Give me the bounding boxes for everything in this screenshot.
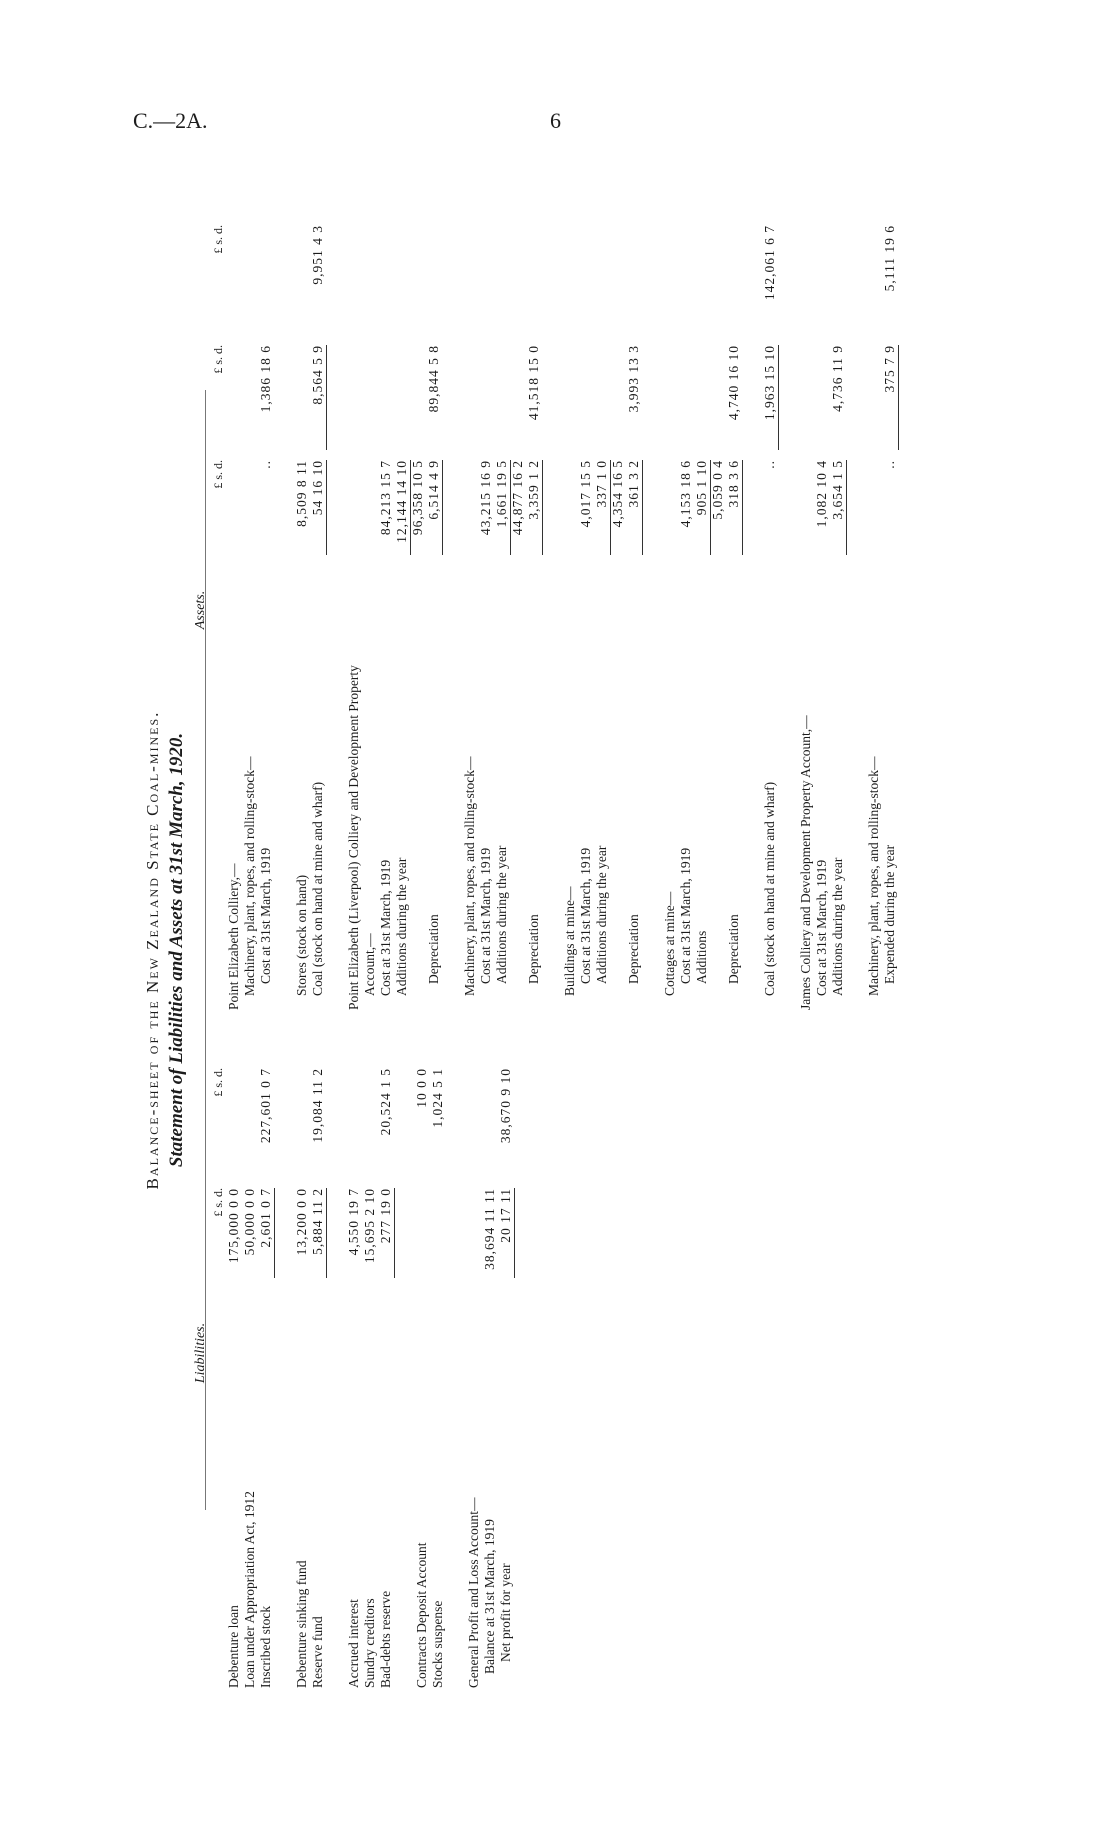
- assets-section: [192, 210, 898, 1010]
- asset-amount-detail: 1,082 10 4: [814, 460, 829, 528]
- liability-amount-detail: 13,200 0 0: [294, 1188, 309, 1256]
- balance-sheet-title: Balance-sheet of the New Zealand State Coal-mines.: [143, 710, 162, 1190]
- asset-label: Machinery, plant, ropes, and rolling-stock—: [242, 756, 257, 996]
- liability-amount-total: 10 0 0: [414, 1068, 429, 1108]
- liability-amount-total: 227,601 0 7: [258, 1068, 273, 1144]
- liability-label: General Profit and Loss Account—: [466, 1497, 481, 1688]
- liability-row: [498, 1018, 514, 1688]
- liability-amount-detail: 2,601 0 7: [258, 1188, 275, 1278]
- asset-row: [814, 210, 830, 1010]
- asset-row: [310, 210, 326, 1010]
- asset-row: [662, 210, 678, 1010]
- liability-label: Balance at 31st March, 1919: [482, 1519, 497, 1674]
- liability-label: Net profit for year: [498, 1563, 513, 1662]
- asset-row: [462, 210, 478, 1010]
- assets-unit-col3: £ s. d.: [211, 225, 225, 254]
- asset-label: Additions during the year: [594, 845, 609, 984]
- asset-label: Cost at 31st March, 1919: [678, 847, 693, 984]
- liability-row: [362, 1018, 378, 1688]
- asset-label: Expended during the year: [882, 844, 897, 984]
- asset-label: Point Elizabeth Colliery,—: [226, 863, 241, 1010]
- asset-label: Depreciation: [626, 914, 641, 984]
- asset-amount-total: 142,061 6 7: [762, 225, 777, 301]
- liability-label: Stocks suspense: [430, 1600, 445, 1688]
- asset-label: Cottages at mine—: [662, 891, 677, 996]
- liability-amount-total: 38,670 9 10: [498, 1068, 513, 1144]
- asset-amount-total: 5,111 19 6: [882, 225, 897, 292]
- liability-amount-detail: 38,694 11 11: [482, 1188, 497, 1270]
- asset-row: [526, 210, 542, 1010]
- asset-amount-detail: ..: [882, 460, 897, 469]
- asset-label: Buildings at mine—: [562, 886, 577, 996]
- liability-amount-total: 1,024 5 1: [430, 1068, 445, 1128]
- asset-row: [410, 210, 426, 1010]
- asset-amount-detail: 905 1 10: [694, 460, 711, 555]
- liability-label: Reserve fund: [310, 1616, 325, 1688]
- asset-label: Cost at 31st March, 1919: [478, 847, 493, 984]
- liability-row: [430, 1018, 446, 1688]
- asset-row: [494, 210, 510, 1010]
- asset-row: [478, 210, 494, 1010]
- asset-amount-detail: 1,661 19 5: [494, 460, 511, 555]
- liability-row: [466, 1018, 482, 1688]
- asset-row: [426, 210, 442, 1010]
- liabilities-unit-col1: £ s. d.: [211, 1188, 225, 1217]
- asset-amount-detail: 318 3 6: [726, 460, 743, 555]
- asset-amount-detail: 3,654 1 5: [830, 460, 847, 555]
- liability-row: [258, 1018, 274, 1688]
- liability-amount-detail: 277 19 0: [378, 1188, 395, 1278]
- asset-row: [594, 210, 610, 1010]
- asset-amount-detail: 84,213 15 7: [378, 460, 393, 536]
- liabilities-heading: Liabilities.: [193, 1322, 208, 1384]
- asset-row: [830, 210, 846, 1010]
- asset-amount-subtotal: 4,736 11 9: [830, 345, 845, 412]
- asset-amount-subtotal: 41,518 15 0: [526, 345, 541, 421]
- asset-amount-detail: 337 1 0: [594, 460, 611, 555]
- liability-label: Bad-debts reserve: [378, 1590, 393, 1688]
- liability-row: [482, 1018, 498, 1688]
- asset-label: Additions during the year: [830, 857, 845, 996]
- asset-amount-detail: 54 16 10: [310, 460, 327, 555]
- assets-unit-col1: £ s. d.: [211, 460, 225, 489]
- asset-amount-detail: 361 3 2: [626, 460, 643, 555]
- assets-heading: Assets.: [193, 590, 208, 630]
- asset-row: [626, 210, 642, 1010]
- asset-amount-total: 9,951 4 3: [310, 225, 325, 285]
- document-reference: C.—2A.: [133, 108, 208, 133]
- page-number: 6: [550, 108, 561, 133]
- asset-label: Cost at 31st March, 1919: [258, 847, 273, 984]
- liability-row: [226, 1018, 242, 1688]
- liability-label: Debenture loan: [226, 1605, 241, 1688]
- liability-label: Contracts Deposit Account: [414, 1542, 429, 1688]
- asset-amount-detail: 8,509 8 11: [294, 460, 309, 527]
- asset-label: Stores (stock on hand): [294, 874, 309, 996]
- asset-row: [694, 210, 710, 1010]
- asset-amount-subtotal: 4,740 16 10: [726, 345, 741, 421]
- asset-label: Coal (stock on hand at mine and wharf): [310, 781, 325, 996]
- liability-row: [346, 1018, 362, 1688]
- asset-amount-detail: ..: [258, 460, 273, 469]
- liability-label: Loan under Appropriation Act, 1912: [242, 1491, 257, 1688]
- asset-amount-subtotal: 89,844 5 8: [426, 345, 441, 413]
- assets-units-row: [210, 210, 226, 1010]
- asset-row: [866, 210, 882, 1010]
- asset-label: Point Elizabeth (Liverpool) Colliery and Development Property: [346, 665, 361, 1010]
- asset-row: [242, 210, 258, 1010]
- asset-amount-detail: 3,359 1 2: [526, 460, 543, 555]
- asset-label: Additions during the year: [494, 845, 509, 984]
- asset-label: Depreciation: [526, 914, 541, 984]
- asset-amount-detail: 44,877 16 2: [510, 460, 525, 536]
- asset-row: [362, 210, 378, 1010]
- asset-row: [562, 210, 578, 1010]
- asset-row: [710, 210, 726, 1010]
- liability-row: [242, 1018, 258, 1688]
- asset-label: Coal (stock on hand at mine and wharf): [762, 781, 777, 996]
- asset-row: [882, 210, 898, 1010]
- liability-row: [294, 1018, 310, 1688]
- asset-row: [510, 210, 526, 1010]
- asset-amount-detail: 96,358 10 5: [410, 460, 425, 536]
- asset-amount-detail: 4,017 15 5: [578, 460, 593, 528]
- rotated-balance-sheet: [0, 200, 1114, 1700]
- asset-amount-detail: 4,354 16 5: [610, 460, 625, 528]
- asset-amount-detail: 12,144 14 10: [394, 460, 411, 555]
- liability-amount-detail: 50,000 0 0: [242, 1188, 257, 1256]
- liability-amount-detail: 20 17 11: [498, 1188, 515, 1278]
- asset-label: Additions during the year: [394, 857, 409, 996]
- asset-amount-detail: 6,514 4 9: [426, 460, 443, 555]
- asset-label: Depreciation: [426, 914, 441, 984]
- asset-row: [762, 210, 778, 1010]
- statement-subtitle: Statement of Liabilities and Assets at 31st March, 1920.: [166, 732, 187, 1168]
- liability-amount-detail: 5,884 11 2: [310, 1188, 327, 1278]
- liabilities-section: [192, 1018, 514, 1688]
- liability-amount-total: 20,524 1 5: [378, 1068, 393, 1136]
- asset-label: Cost at 31st March, 1919: [578, 847, 593, 984]
- liability-row: [378, 1018, 394, 1688]
- assets-unit-col2: £ s. d.: [211, 345, 225, 374]
- liability-label: Debenture sinking fund: [294, 1560, 309, 1688]
- liability-amount-detail: 4,550 19 7: [346, 1188, 361, 1256]
- asset-row: [294, 210, 310, 1010]
- asset-row: [798, 210, 814, 1010]
- asset-label: Additions: [694, 930, 709, 984]
- asset-amount-subtotal: 1,963 15 10: [762, 345, 779, 450]
- liability-label: Accrued interest: [346, 1599, 361, 1688]
- asset-label: Cost at 31st March, 1919: [814, 859, 829, 996]
- asset-row: [578, 210, 594, 1010]
- asset-row: [378, 210, 394, 1010]
- asset-row: [226, 210, 242, 1010]
- asset-row: [610, 210, 626, 1010]
- asset-label: Machinery, plant, ropes, and rolling-stock—: [462, 756, 477, 996]
- asset-row: [678, 210, 694, 1010]
- asset-amount-subtotal: 8,564 5 9: [310, 345, 327, 450]
- asset-label: Depreciation: [726, 914, 741, 984]
- liabilities-units-row: [210, 1018, 226, 1688]
- asset-row: [258, 210, 274, 1010]
- liability-amount-total: 19,084 11 2: [310, 1068, 325, 1143]
- asset-amount-detail: 43,215 16 9: [478, 460, 493, 536]
- asset-amount-detail: 5,059 0 4: [710, 460, 725, 520]
- asset-row: [726, 210, 742, 1010]
- asset-row: [346, 210, 362, 1010]
- asset-label: Cost at 31st March, 1919: [378, 859, 393, 996]
- asset-amount-detail: 4,153 18 6: [678, 460, 693, 528]
- asset-label: Machinery, plant, ropes, and rolling-stock—: [866, 756, 881, 996]
- liability-label: Inscribed stock: [258, 1605, 273, 1688]
- asset-amount-subtotal: 375 7 9: [882, 345, 899, 450]
- asset-amount-subtotal: 3,993 13 3: [626, 345, 641, 413]
- asset-amount-detail: ..: [762, 460, 777, 469]
- liability-row: [414, 1018, 430, 1688]
- liability-amount-detail: 15,695 2 10: [362, 1188, 377, 1264]
- asset-label: Account,—: [362, 933, 377, 996]
- asset-label: James Colliery and Development Property Account,—: [798, 715, 813, 1010]
- liabilities-unit-col2: £ s. d.: [211, 1068, 225, 1097]
- asset-row: [394, 210, 410, 1010]
- liability-label: Sundry creditors: [362, 1598, 377, 1688]
- liability-amount-detail: 175,000 0 0: [226, 1188, 241, 1264]
- liability-row: [310, 1018, 326, 1688]
- asset-amount-subtotal: 1,386 18 6: [258, 345, 273, 413]
